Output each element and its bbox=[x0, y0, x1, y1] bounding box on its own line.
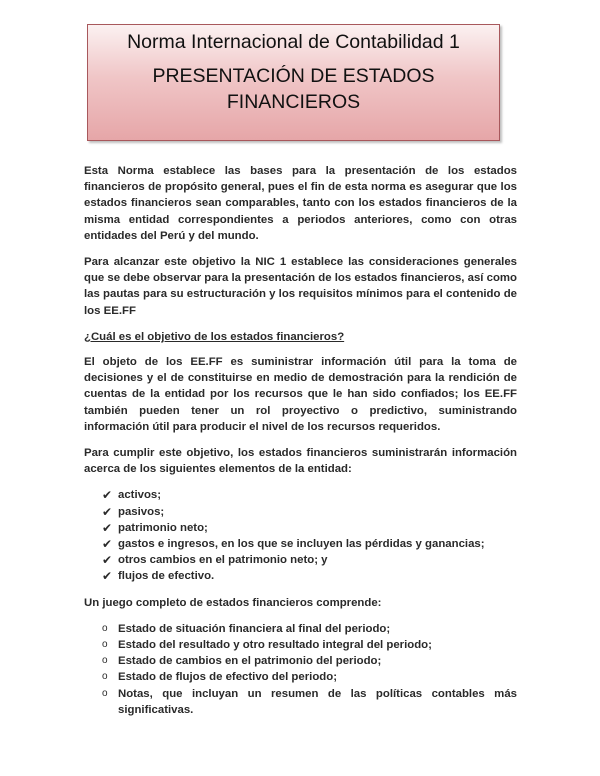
paragraph-statements-intro: Un juego completo de estados financieros comprende: bbox=[84, 596, 382, 609]
list-item: o Estado de situación financiera al final del periodo; bbox=[102, 621, 517, 637]
document-title: Norma Internacional de Contabilidad 1 bbox=[127, 31, 460, 53]
document-subtitle bbox=[88, 63, 499, 115]
list-item: o Notas, que incluyan un resumen de las políticas contables más significativas. bbox=[102, 687, 517, 716]
circle-bullet-icon: o bbox=[102, 639, 108, 651]
statements-list bbox=[84, 621, 517, 718]
document-body bbox=[84, 163, 517, 718]
list-item: o Estado del resultado y otro resultado integral del periodo; bbox=[102, 637, 517, 653]
paragraph-purpose: El objeto de los EE.FF es suministrar información útil para la toma de decisiones y el de constituirse en medio de demostración para la rendición de cuentas de la entidad por los recursos que le han sido confiados; los EE.FF también pueden tener un rol proyectivo o predictivo, suministrando información útil para producir el nivel de los recursos requeridos. bbox=[84, 356, 517, 433]
elements-list bbox=[84, 487, 517, 584]
list-item: ✔ patrimonio neto; bbox=[102, 520, 208, 535]
circle-bullet-icon: o bbox=[102, 655, 108, 667]
list-item: o Estado de cambios en el patrimonio del periodo; bbox=[102, 653, 517, 669]
circle-bullet-icon: o bbox=[102, 687, 108, 699]
circle-bullet-icon: o bbox=[102, 622, 108, 634]
subtitle-line-2: FINANCIEROS bbox=[226, 91, 361, 113]
paragraph-elements-intro: Para cumplir este objetivo, los estados financieros suministrarán información acerca de los siguientes elementos de la entidad: bbox=[84, 447, 517, 476]
check-icon: ✔ bbox=[102, 488, 113, 503]
list-item: o Estado de flujos de efectivo del periodo; bbox=[102, 669, 517, 685]
list-item: ✔ pasivos; bbox=[102, 504, 165, 519]
check-icon: ✔ bbox=[102, 504, 113, 519]
check-icon: ✔ bbox=[102, 569, 113, 584]
check-icon: ✔ bbox=[102, 520, 113, 535]
check-icon: ✔ bbox=[102, 553, 113, 568]
section-question: ¿Cuál es el objetivo de los estados financieros? bbox=[84, 330, 345, 343]
list-item: ✔ gastos e ingresos, en los que se incluyen las pérdidas y ganancias; bbox=[102, 537, 485, 552]
subtitle-line-1: PRESENTACIÓN DE ESTADOS bbox=[152, 65, 435, 87]
check-icon: ✔ bbox=[102, 537, 113, 552]
paragraph-objective: Para alcanzar este objetivo la NIC 1 establece las consideraciones generales que se debe observar para la presentación de los estados financieros, así como las pautas para su estructuración y los requisitos mínimos para el contenido de los EE.FF bbox=[84, 256, 518, 317]
paragraph-intro: Esta Norma establece las bases para la presentación de los estados financieros de propósito general, pues el fin de esta norma es asegurar que los estados financieros sean comparables, tanto con los estados financieros de la misma entidad correspondientes a periodos anteriores, como con otras entidades del Perú y del mundo. bbox=[84, 165, 517, 242]
list-item: ✔ otros cambios en el patrimonio neto; y bbox=[102, 553, 328, 568]
title-box bbox=[87, 24, 500, 141]
list-item: ✔ activos; bbox=[102, 488, 162, 503]
list-item: ✔ flujos de efectivo. bbox=[102, 569, 215, 584]
circle-bullet-icon: o bbox=[102, 671, 108, 683]
